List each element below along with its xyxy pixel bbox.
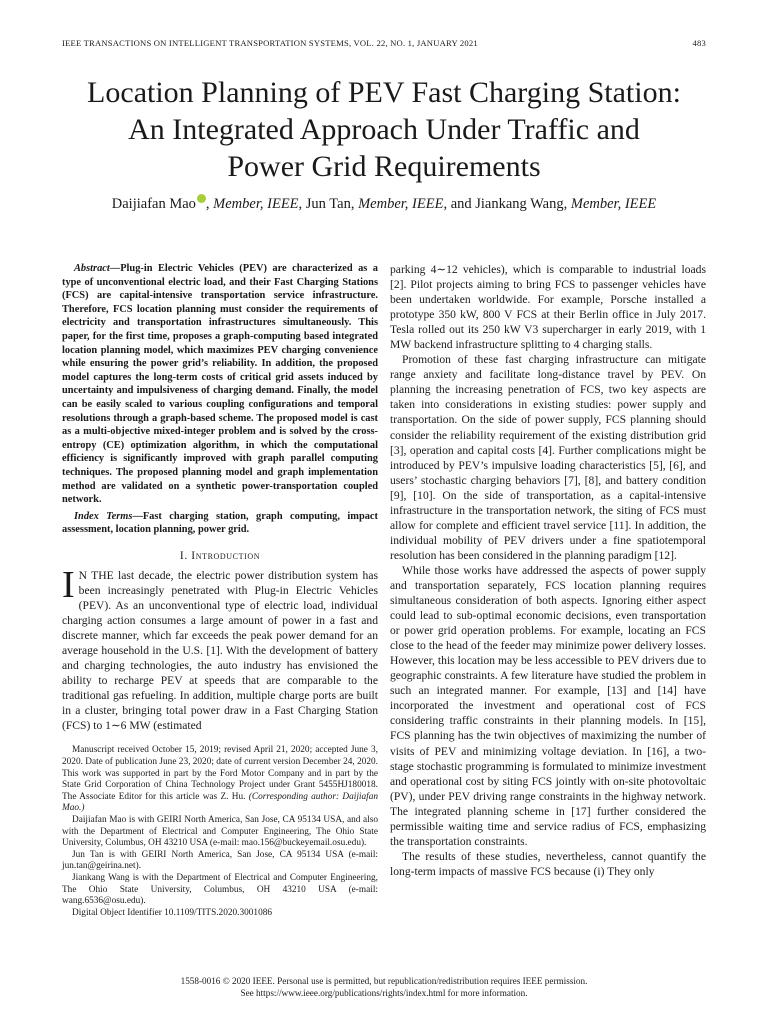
author-1-role: Member, IEEE — [213, 196, 299, 212]
abstract-dash: — — [109, 263, 121, 274]
intro-paragraph-1-text: last decade, the electric power distribution system has been increasingly penetrated with Plug-in Electric Vehicles (PEV). As an unconventional type of electric load, individual charging action consumes a large amount of power in a fast and discrete manner, which far exceeds the peak power demand for an average household in the U.S. [1]. With the development of battery and charging technologies, the auto industry has envisioned the ability to recharge PEV at speeds that are comparable to the traditional gas refueling. In addition, multiple charge ports are built in a cluster, bringing total power draw in a Fast Charging Station (FCS) to 1∼6 MW (estimated — [62, 568, 378, 733]
footnote-doi: Digital Object Identifier 10.1109/TITS.2020.3001086 — [72, 907, 273, 918]
intro-paragraph-4: The results of these studies, nevertheless, cannot quantify the long-term impacts of massive FCS because (i) They only — [390, 849, 706, 878]
abstract-text: Plug-in Electric Vehicles (PEV) are characterized as a type of unconventional electric load, and their Fast Charging Stations (FCS) are capital-intensive transportation service infrastructure. Therefore, FCS location planning must consider the requirements of electricity and transportation infrastructures simultaneously. This paper, for the first time, proposes a graph-computing based integrated location planning model, which maximizes PEV charging convenience while ensuring the power grid’s reliability. In addition, the proposed model captures the long-term costs of critical grid assets induced by uncertainty and impulsiveness of charging demand. Finally, the model can be easily scaled to various coupling configurations and temporal resolutions through a graph-based scheme. The proposed model is cast as a multi-objective mixed-integer problem and is solved by the cross-entropy (CE) optimization algorithm, in which the computational efficiency is significantly improved with graph parallel computing techniques. The proposed planning model and graph implementation method are validated on a synthetic power-transportation coupled network. — [62, 263, 378, 506]
footnote-corresponding-author: (Corresponding author: Daijiafan Mao.) — [62, 791, 379, 814]
intro-first-words: N THE — [78, 568, 114, 582]
copyright-notice — [60, 976, 708, 999]
author-sep-1: , — [205, 196, 214, 212]
index-terms-label: Index Terms — [74, 510, 133, 522]
title-line-2: An Integrated Approach Under Traffic and — [128, 113, 640, 146]
footnote-wang: Jiankang Wang is with the Department of Electrical and Computer Engineering, The Ohio State University, Columbus, OH 43210 USA (e-mail: wang.6536@osu.edu). — [62, 872, 378, 907]
intro-paragraph-1 — [62, 563, 378, 734]
author-2: , Jun Tan, — [298, 196, 359, 212]
paper-title — [40, 74, 728, 185]
footnote-tan: Jun Tan is with GEIRI North America, San Jose, CA 95134 USA (e-mail: jun.tan@geirina.net). — [62, 849, 378, 872]
abstract-label: Abstract — [74, 263, 110, 274]
orcid-icon[interactable] — [197, 194, 206, 203]
intro-paragraph-2: Promotion of these fast charging infrastructure can mitigate range anxiety and facilitate long-distance travel by PEV. On planning the increasing penetration of FCS, two key aspects are taken into considerations in existing studies: power supply and transportation. On the side of power supply, FCS planning should consider the reliability requirement of the existing distribution grid [3], operation and capital costs [4]. Further complications might be introduced by PEV’s impulsive loading characteristics [5], [6], and users’ stochastic charging behaviors [7], [8], and battery condition [9], [10]. On the side of transportation, as a capital-intensive infrastructure in the transportation network, the siting of FCS must allow for complete and efficient travel service [11]. In addition, the individual mobility of PEV drivers under a fine spatiotemporal resolution has been considered in the planning paradigm [12]. — [390, 353, 706, 562]
author-3-role: Member, IEEE — [570, 196, 657, 212]
copyright-line-2: See https://www.ieee.org/publications/rights/index.html for more information. — [240, 987, 528, 998]
drop-cap: I — [62, 563, 75, 606]
right-column — [390, 262, 706, 879]
left-column — [62, 262, 378, 919]
author-list — [40, 194, 728, 213]
journal-name: IEEE TRANSACTIONS ON INTELLIGENT TRANSPORTATION SYSTEMS, VOL. 22, NO. 1, JANUARY 2021 — [62, 38, 478, 48]
footnote-manuscript — [62, 745, 378, 815]
index-terms — [62, 510, 378, 537]
footnotes — [62, 745, 378, 919]
title-line-3: Power Grid Requirements — [227, 150, 541, 183]
section-heading-introduction: I. Introduction — [179, 549, 261, 562]
running-header — [62, 38, 706, 50]
footnote-mao: Daijiafan Mao is with GEIRI North America, San Jose, CA 95134 USA, and also with the Department of Electrical and Computer Engineering, The Ohio State University, Columbus, OH 43210 USA (e-mail: mao.156@buckeyemail.osu.edu). — [62, 815, 378, 849]
intro-paragraph-1-continued: parking 4∼12 vehicles), which is comparable to industrial loads [2]. Pilot projects aiming to bring FCS to passenger vehicles have been undertaken worldwide. For example, Porsche installed a prototype 350 kW, 800 V FCS at their Berlin office in July 2017. Tesla rolled out its 250 kW V3 supercharger in early 2019, with 1 MW backend infrastructure splitting to 4 charging stalls. — [390, 263, 706, 352]
footnote-manuscript-text: Manuscript received October 15, 2019; revised April 21, 2020; accepted June 3, 2020. Date of publication June 23, 2020; date of current version December 24, 2020. This work was supported in part by the Ford Motor Company and in part by the State Grid Corporation of China Technology Project under Grant 5455HJ180018. The Associate Editor for this article was Z. Hu. — [62, 745, 378, 802]
author-3: , and Jiankang Wang, — [443, 196, 571, 212]
intro-paragraph-3: While those works have addressed the aspects of power supply and transportation separately, FCS location planning requires simultaneous consideration of both aspects. Ignoring either aspect could lead to sub-optimal economic decisions, even transportation or power grid operation problems. For example, locating an FCS close to the head of the feeder may minimize power delivery losses. However, this location may be less accessible to PEV drivers due to geographic constraints. A few literature have studied the problem in such an integrated manner. For example, [13] and [14] have incorporated the investment and operational cost of FCS considering traffic constraints in their planning models. In [15], FCS planning has the twin objectives of maximizing the number of visits of PEV and minimizing voltage deviation. In [16], a two-stage stochastic programming is formulated to minimize investment and operational cost by siting FCS jointly with on-site photovoltaic (PV), under PEV driving range constraints in the highway network. The integrated planning scheme in [17] further considered the permissible waiting time and service radius of FCS, emphasizing the transportation constraints. — [390, 563, 706, 848]
page-number: 483 — [692, 38, 706, 48]
author-2-role: Member, IEEE — [358, 196, 444, 212]
copyright-line-1: 1558-0016 © 2020 IEEE. Personal use is permitted, but republication/redistribution requires IEEE permission. — [180, 976, 588, 986]
author-1-name: Daijiafan Mao — [111, 196, 196, 212]
abstract — [62, 262, 378, 507]
index-terms-text: Fast charging station, graph computing, impact assessment, location planning, power grid. — [62, 510, 378, 536]
title-line-1: Location Planning of PEV Fast Charging Station: — [87, 76, 681, 109]
index-terms-dash: — — [132, 510, 143, 522]
